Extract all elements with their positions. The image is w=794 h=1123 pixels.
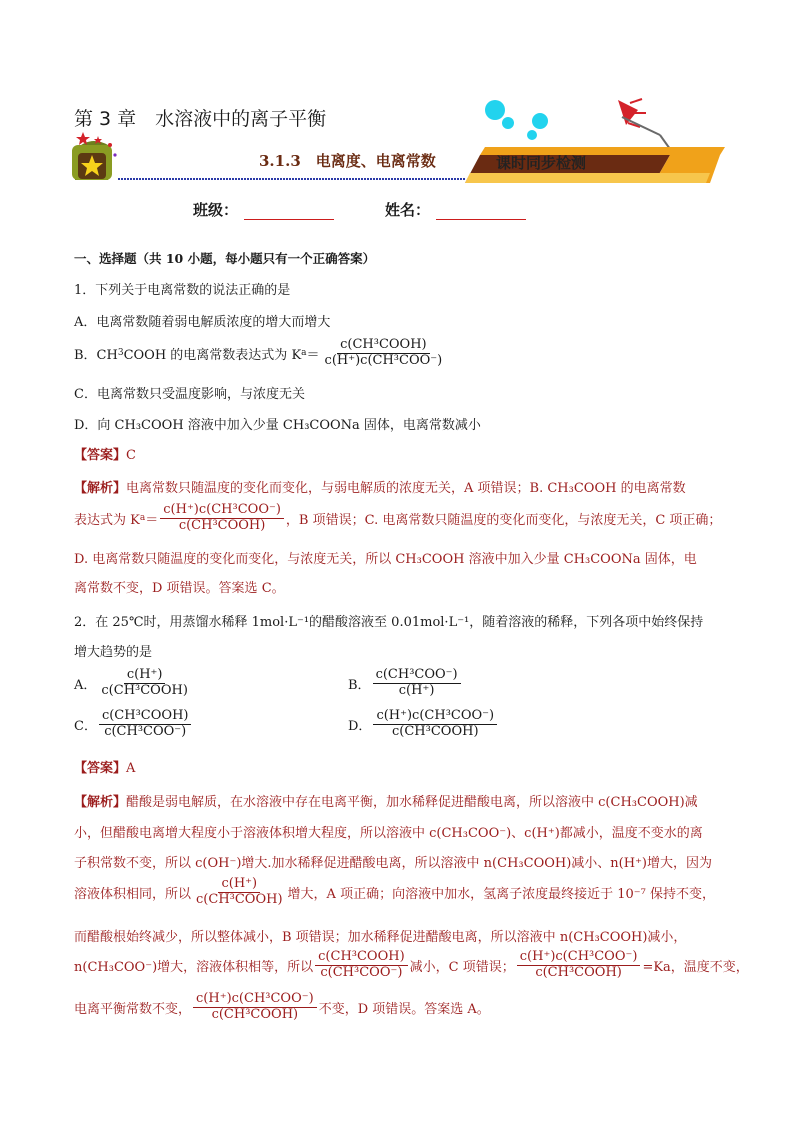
class-input-line[interactable] [244, 205, 334, 220]
q1-analysis-fraction: $\frac{\text{c(H⁺)c(CH³COO⁻)}}{\text{c(CH³COOH)}}$ [160, 503, 284, 534]
q2-analysis-line-3: 子积常数不变，所以 c(OH⁻)增大.加水稀释促进醋酸电离，所以溶液中 n(CH₃COOH)减小、n(H⁺)增大，因为 [74, 856, 713, 871]
q1-stem: 1．下列关于电离常数的说法正确的是 [74, 283, 291, 298]
banner-label: 课时同步检测 [496, 154, 587, 172]
star-badge-icon [72, 132, 117, 180]
q2-analysis-line-1: 【解析】醋酸是弱电解质，在水溶液中存在电离平衡，加水稀释促进醋酸电离，所以溶液中 c(CH₃COOH)减 [74, 795, 698, 810]
q1-analysis-line-1: 【解析】电离常数只随温度的变化而变化，与弱电解质的浓度无关，A 项错误；B. CH₃COOH 的电离常数 [74, 481, 686, 496]
q1-option-a: A．电离常数随着弱电解质浓度的增大而增大 [74, 315, 331, 330]
section-title: 一、选择题（共 10 小题，每小题只有一个正确答案） [74, 251, 376, 266]
chapter-title: 第 3 章 水溶液中的离子平衡 [74, 108, 327, 130]
q2-stem-line-1: 2．在 25℃时，用蒸馏水稀释 1mol·L⁻¹的醋酸溶液至 0.01mol·L⁻¹，随着溶液的稀释，下列各项中始终保持 [74, 615, 704, 630]
q2-analysis-line-7: 电离平衡常数不变， $\frac{\text{c(H⁺)c(CH³COO⁻)}}{\text{c(CH³COOH)}}$ 不变，D 项错误。答案选 A。 [74, 991, 490, 1022]
name-field[interactable] [385, 199, 526, 220]
bubble-icon [485, 100, 548, 140]
q1-analysis-line-4: 离常数不变，D 项错误。答案选 C。 [74, 581, 285, 596]
section-number-title: 3.1.3 电离度、电离常数 [259, 152, 436, 170]
q1-option-c: C．电离常数只受温度影响，与浓度无关 [74, 387, 305, 402]
q2-analysis-line-4: 溶液体积相同，所以 $\frac{c(H^+)}{\text{c(CH³COOH)}}$ 增大，A 项正确；向溶液中加水，氢离子浓度最终接近于 10⁻⁷ 保持不变， [74, 876, 715, 907]
q2-stem-line-2: 增大趋势的是 [74, 645, 153, 660]
q2-option-d: D． $\frac{\text{c(H⁺)c(CH³COO⁻)}}{\text{c(CH³COOH)}}$ [348, 709, 499, 740]
class-field[interactable] [193, 199, 334, 220]
q1-option-b: B．CH 3 COOH 的电离常数表达式为 K a ＝ $\frac{\text{c(CH³COOH)}}{\text{c(H⁺)c(CH³COO⁻)}}$ [74, 338, 447, 369]
q1-option-d: D．向 CH₃COOH 溶液中加入少量 CH₃COONa 固体，电离常数减小 [74, 418, 481, 433]
header-decoration [70, 95, 730, 185]
q2-option-c: C． $\frac{\text{c(CH³COOH)}}{\text{c(CH³COO⁻)}}$ [74, 709, 193, 740]
q1-analysis-line-2: 表达式为 K a ＝ $\frac{\text{c(H⁺)c(CH³COO⁻)}}{\text{c(CH³COOH)}}$ ，B 项错误；C. 电离常数只随温度的变化而变化，与浓度无关，C 项正确； [74, 502, 722, 533]
q2-option-a: A． $\frac{c(H^+)}{\text{c(CH³COOH)}}$ [74, 667, 188, 698]
class-label: 班级： [193, 201, 239, 219]
q2-analysis-line-5: 而醋酸根始终减少，所以整体减小，B 项错误；加水稀释促进醋酸电离，所以溶液中 n(CH₃COOH)减小， [74, 930, 687, 945]
q2-analysis-line-6: n(CH₃COO⁻)增大，溶液体积相等，所以 $\frac{\text{c(CH³COOH)}}{\text{c(CH³COO⁻)}}$ 减小，C 项错误； $\frac{\text{c(H⁺)c(CH³COO⁻)}}{\text{c(CH³COOH)}}$ =Ka，温度不变， [74, 949, 749, 980]
q1-answer: 【答案】C [74, 448, 136, 463]
name-label: 姓名： [385, 201, 431, 219]
q2-option-b: B． $\frac{\text{c(CH³COO⁻)}}{c(H^+)}$ [348, 668, 463, 699]
name-input-line[interactable] [436, 205, 526, 220]
q1-b-fraction: $\frac{\text{c(CH³COOH)}}{\text{c(H⁺)c(CH³COO⁻)}}$ [324, 337, 443, 368]
q2-answer: 【答案】A [74, 761, 136, 776]
q2-analysis-line-2: 小，但醋酸电离增大程度小于溶液体积增大程度，所以溶液中 c(CH₃COO⁻)、c(H⁺)都减小，温度不变水的离 [74, 826, 703, 841]
q1-analysis-line-3: D. 电离常数只随温度的变化而变化，与浓度无关，所以 CH₃COOH 溶液中加入少量 CH₃COONa 固体，电 [74, 552, 697, 567]
